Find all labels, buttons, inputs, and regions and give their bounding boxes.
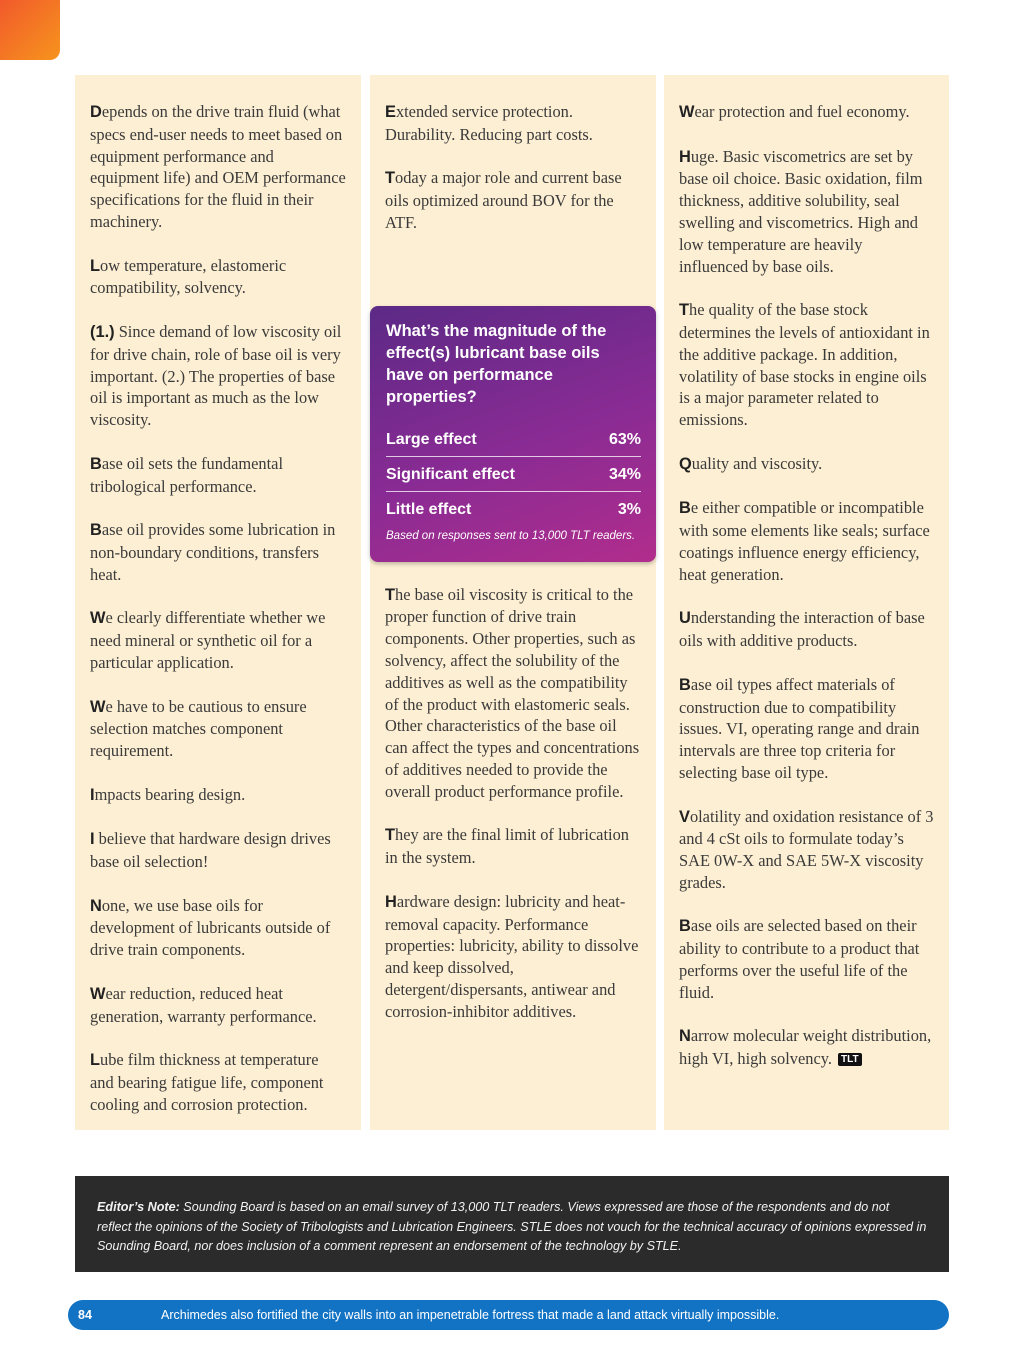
- comment-paragraph: [385, 891, 641, 1023]
- column-2: [370, 75, 656, 1130]
- editor-note-label: Editor’s Note:: [97, 1200, 180, 1214]
- comment-text: he base oil viscosity is critical to the proper function of drive train components. Other properties, such as solvency, affect the solubility of the additives as well as the compatibility of the product with elastomeric seals. Other characteristics of the base oil can affect the types and concentrations of additives needed to provide the overall product performance profile.: [385, 584, 640, 801]
- drop-letter: W: [679, 103, 695, 121]
- comment-paragraph: [679, 674, 934, 784]
- comment-paragraph: [90, 101, 346, 233]
- comment-text: ear reduction, reduced heat generation, warranty performance.: [90, 983, 317, 1026]
- drop-letter: B: [679, 917, 691, 936]
- comment-paragraph: [90, 321, 346, 431]
- comment-paragraph: [679, 146, 934, 278]
- drop-letter: N: [90, 896, 102, 915]
- comment-text: hey are the final limit of lubrication in the system.: [385, 825, 629, 868]
- corner-tab-decoration: [0, 0, 60, 60]
- comment-text: ardware design: lubricity and heat-removal capacity. Performance properties: lubricity, ability to dissolve and keep dissolved, detergent/dispersants, antiwear and corrosion-inhibitor additives.: [385, 891, 639, 1021]
- drop-letter: V: [679, 807, 690, 826]
- poll-result-row: [386, 422, 641, 457]
- comment-paragraph: [679, 299, 934, 431]
- poll-result-value: 63%: [608, 431, 641, 448]
- comment-paragraph: [90, 453, 346, 498]
- comment-paragraph: [90, 519, 346, 585]
- comment-paragraph: [679, 607, 934, 652]
- drop-letter: E: [385, 103, 396, 121]
- comment-text: ow temperature, elastomeric compatibility, solvency.: [90, 255, 287, 298]
- comment-text: mpacts bearing design.: [94, 784, 246, 804]
- comment-text: arrow molecular weight distribution, high VI, high solvency.: [679, 1026, 932, 1069]
- comment-paragraph: [90, 983, 346, 1028]
- page-number: 84: [78, 1308, 92, 1322]
- poll-result-label: Little effect: [386, 501, 472, 518]
- comment-paragraph: [679, 101, 934, 124]
- comment-paragraph: [679, 497, 934, 585]
- drop-letter: T: [679, 301, 690, 320]
- drop-letter: I: [90, 785, 95, 804]
- comment-paragraph: [679, 915, 934, 1003]
- drop-letter: T: [385, 585, 396, 604]
- drop-letter: L: [90, 256, 101, 275]
- poll-question: What’s the magnitude of the effect(s) lubricant base oils have on performance properties?: [386, 322, 607, 406]
- comment-text: ase oil provides some lubrication in non-boundary conditions, transfers heat.: [90, 520, 336, 584]
- poll-result-row: [386, 457, 641, 492]
- drop-letter: B: [679, 499, 691, 518]
- comment-text: ube film thickness at temperature and bearing fatigue life, component cooling and corrosion protection.: [90, 1050, 324, 1114]
- poll-box: [370, 306, 656, 562]
- drop-letter: B: [90, 521, 102, 540]
- drop-letter: (1.): [90, 322, 115, 341]
- editor-note-text: Sounding Board is based on an email survey of 13,000 TLT readers. Views expressed are those of the respondents and do not reflect the opinions of the Society of Tribologists and Lubrication Engineers. STLE does not vouch for the technical accuracy of opinions expressed in Sounding Board, nor does inclusion of a comment represent an endorsement of the technology by STLE.: [97, 1200, 927, 1253]
- poll-footnote: Based on responses sent to 13,000 TLT readers.: [386, 530, 636, 542]
- comment-text: Since demand of low viscosity oil for drive chain, role of base oil is very important. (2.) The properties of base oil is important as much as the low viscosity.: [90, 321, 342, 430]
- drop-letter: Q: [679, 454, 692, 473]
- footer-bar: [68, 1300, 949, 1330]
- tlt-end-mark: TLT: [838, 1053, 862, 1066]
- comment-text: e either compatible or incompatible with some elements like seals; surface coatings influence energy efficiency, heat generation.: [679, 498, 930, 584]
- comment-text: oday a major role and current base oils optimized around BOV for the ATF.: [385, 168, 622, 232]
- drop-letter: D: [90, 103, 102, 121]
- comment-paragraph: [90, 696, 346, 762]
- comment-text: uality and viscosity.: [691, 453, 823, 473]
- comment-text: nderstanding the interaction of base oils with additive products.: [679, 608, 925, 651]
- comment-text: e have to be cautious to ensure selection matches component requirement.: [90, 696, 307, 761]
- comment-text: olatility and oxidation resistance of 3 and 4 cSt oils to formulate today’s SAE 0W-X and SAE 5W-X viscosity grades.: [679, 806, 934, 892]
- comment-paragraph: [90, 828, 346, 873]
- comment-text: he quality of the base stock determines the levels of antioxidant in the additive package. In addition, volatility of base stocks in engine oils is a major parameter related to emissions.: [679, 300, 930, 430]
- comment-text: epends on the drive train fluid (what specs end-user needs to meet based on equipment performance and equipment life) and OEM performance specifications for the fluid in their machinery.: [90, 102, 346, 231]
- column-1: [75, 75, 361, 1130]
- drop-letter: H: [385, 892, 397, 911]
- drop-letter: H: [679, 147, 691, 166]
- comment-text: ase oil types affect materials of construction due to compatibility issues. VI, operating range and drain intervals are three top criteria for selecting base oil type.: [679, 674, 920, 782]
- drop-letter: U: [679, 609, 691, 628]
- drop-letter: T: [385, 826, 396, 845]
- comment-text: believe that hardware design drives base oil selection!: [90, 829, 331, 872]
- comment-text: ase oils are selected based on their ability to contribute to a product that performs over the useful life of the fluid.: [679, 916, 920, 1002]
- poll-result-label: Significant effect: [386, 466, 515, 483]
- poll-result-value: 34%: [608, 466, 641, 483]
- comment-paragraph: [90, 607, 346, 673]
- drop-letter: W: [90, 984, 106, 1003]
- editor-note: [75, 1176, 949, 1272]
- comment-text: e clearly differentiate whether we need mineral or synthetic oil for a particular application.: [90, 608, 326, 672]
- drop-letter: N: [679, 1027, 691, 1046]
- comment-paragraph: [679, 1025, 934, 1070]
- drop-letter: B: [90, 454, 102, 473]
- comment-text: one, we use base oils for development of lubricants outside of drive train components.: [90, 895, 331, 960]
- poll-result-value: 3%: [617, 501, 641, 518]
- column-3: [664, 75, 949, 1130]
- drop-letter: L: [90, 1051, 101, 1070]
- comment-text: uge. Basic viscometrics are set by base oil choice. Basic oxidation, film thickness, additive solubility, seal swelling and viscometrics. High and low temperature are heavily influenced by base oils.: [679, 146, 923, 276]
- comment-paragraph: [679, 806, 934, 894]
- footer-fact-text: Archimedes also fortified the city walls into an impenetrable fortress that made a land attack virtually impossible.: [161, 1308, 780, 1322]
- comment-paragraph: [385, 584, 641, 803]
- comment-text: xtended service protection. Durability. Reducing part costs.: [385, 102, 593, 144]
- drop-letter: W: [90, 697, 106, 716]
- comment-paragraph: [385, 824, 641, 869]
- drop-letter: I: [90, 830, 95, 849]
- comment-paragraph: [90, 1049, 346, 1115]
- drop-letter: W: [90, 609, 106, 628]
- drop-letter: T: [385, 169, 396, 188]
- comment-paragraph: [90, 255, 346, 300]
- comment-paragraph: [679, 453, 934, 476]
- poll-result-row: [386, 492, 641, 526]
- comment-text: ase oil sets the fundamental tribological performance.: [90, 453, 283, 496]
- comment-text: ear protection and fuel economy.: [694, 102, 910, 121]
- drop-letter: B: [679, 675, 691, 694]
- poll-result-label: Large effect: [386, 431, 477, 448]
- comment-paragraph: [385, 167, 641, 233]
- comment-paragraph: [385, 101, 641, 146]
- comment-paragraph: [90, 895, 346, 961]
- comment-paragraph: [90, 784, 346, 807]
